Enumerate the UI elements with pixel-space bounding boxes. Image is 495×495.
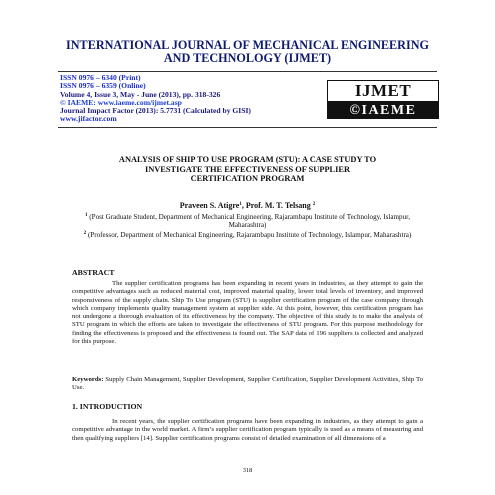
impact-factor: Journal Impact Factor (2013): 5.7731 (Calculated by GISI) (60, 106, 251, 116)
header-rule-bottom (58, 127, 437, 128)
keywords (72, 376, 423, 393)
affil2-text: (Professor, Department of Mechanical Engineering, Rajarambapu Institute of Technology, Islampur, Maharashtra) (86, 231, 412, 239)
introduction-heading: 1. INTRODUCTION (72, 402, 143, 411)
affiliation-1 (75, 212, 420, 230)
abstract-heading: ABSTRACT (72, 268, 115, 277)
affil1-sup: 1 (85, 213, 88, 218)
ijmet-logo (327, 80, 439, 116)
keywords-text: Supply Chain Management, Supplier Development, Supplier Certification, Supplier Development Activities, Ship To Use. (72, 376, 423, 392)
affil1-text: (Post Graduate Student, Department of Mechanical Engineering, Rajarambapu Institute of Technology, Islampur, Maharashtra) (87, 213, 410, 230)
introduction-text: In recent years, the supplier certification programs have been expanding in industries, as they attempt to gain a competitive advantage in the world market. A firm’s supplier certification program typically is used as a means of measuring and then qualifying suppliers [14]. Supplier certification programs consist of detailed examination of all dimensions of a (72, 418, 423, 442)
header-rule-top (58, 71, 437, 72)
page-number: 318 (242, 467, 253, 474)
journal-website: © IAEME: www.iaeme.com/ijmet.asp (60, 97, 182, 107)
journal-title (0, 39, 495, 65)
author2: , Prof. M. T. Telsang (241, 201, 311, 210)
journal-meta (60, 74, 251, 124)
logo-bottom-text: ©IAEME (327, 102, 439, 119)
volume-info: Volume 4, Issue 3, May - June (2013), pp. 318-326 (60, 89, 221, 99)
issn-print: ISSN 0976 – 6340 (Print) (60, 73, 141, 82)
issn-online: ISSN 0976 – 6359 (Online) (60, 81, 146, 91)
paper-title-line1: ANALYSIS OF SHIP TO USE PROGRAM (STU): A CASE STUDY TO (118, 155, 377, 164)
jifactor-link: www.jifactor.com (60, 114, 117, 124)
keywords-label: Keywords: (72, 376, 104, 383)
abstract-text: The supplier certification programs has been expanding in recent years in industries, as they attempt to gain the competitive advantages such as reduced material cost, improved material quality, lower total levels of inventory, and improved responsiveness of the supply chain. Ship To Use program (STU) is supplier certification program of the case company through which company implements quality management system at supplier side. At this point, however, this certification program has not undergone a thorough evaluation of its effectiveness by the company. The objective of this study is to make the analysis of STU program in which the efforts are taken to investigate the effectiveness of STU program. For this purpose methodology for finding the effectiveness is proposed and the effectiveness is found out. The SAP data of 196 suppliers is collected and analyzed for this purpose. (72, 280, 423, 346)
paper-title-line3: CERTIFICATION PROGRAM (190, 174, 305, 183)
author1: Praveen S. Atigre (179, 201, 240, 210)
journal-title-line1: INTERNATIONAL JOURNAL OF MECHANICAL ENGINEERING (66, 38, 429, 52)
author1-sup: 1 (239, 202, 242, 207)
affil2-sup: 2 (83, 231, 87, 236)
author-line (0, 200, 495, 210)
paper-title (55, 155, 440, 184)
journal-title-line2: AND TECHNOLOGY (IJMET) (163, 51, 332, 65)
logo-top-text: IJMET (327, 80, 439, 102)
author2-sup: 2 (312, 202, 316, 207)
paper-title-line2: INVESTIGATE THE EFFECTIVENESS OF SUPPLIER (144, 164, 351, 174)
affiliation-2 (75, 230, 420, 239)
